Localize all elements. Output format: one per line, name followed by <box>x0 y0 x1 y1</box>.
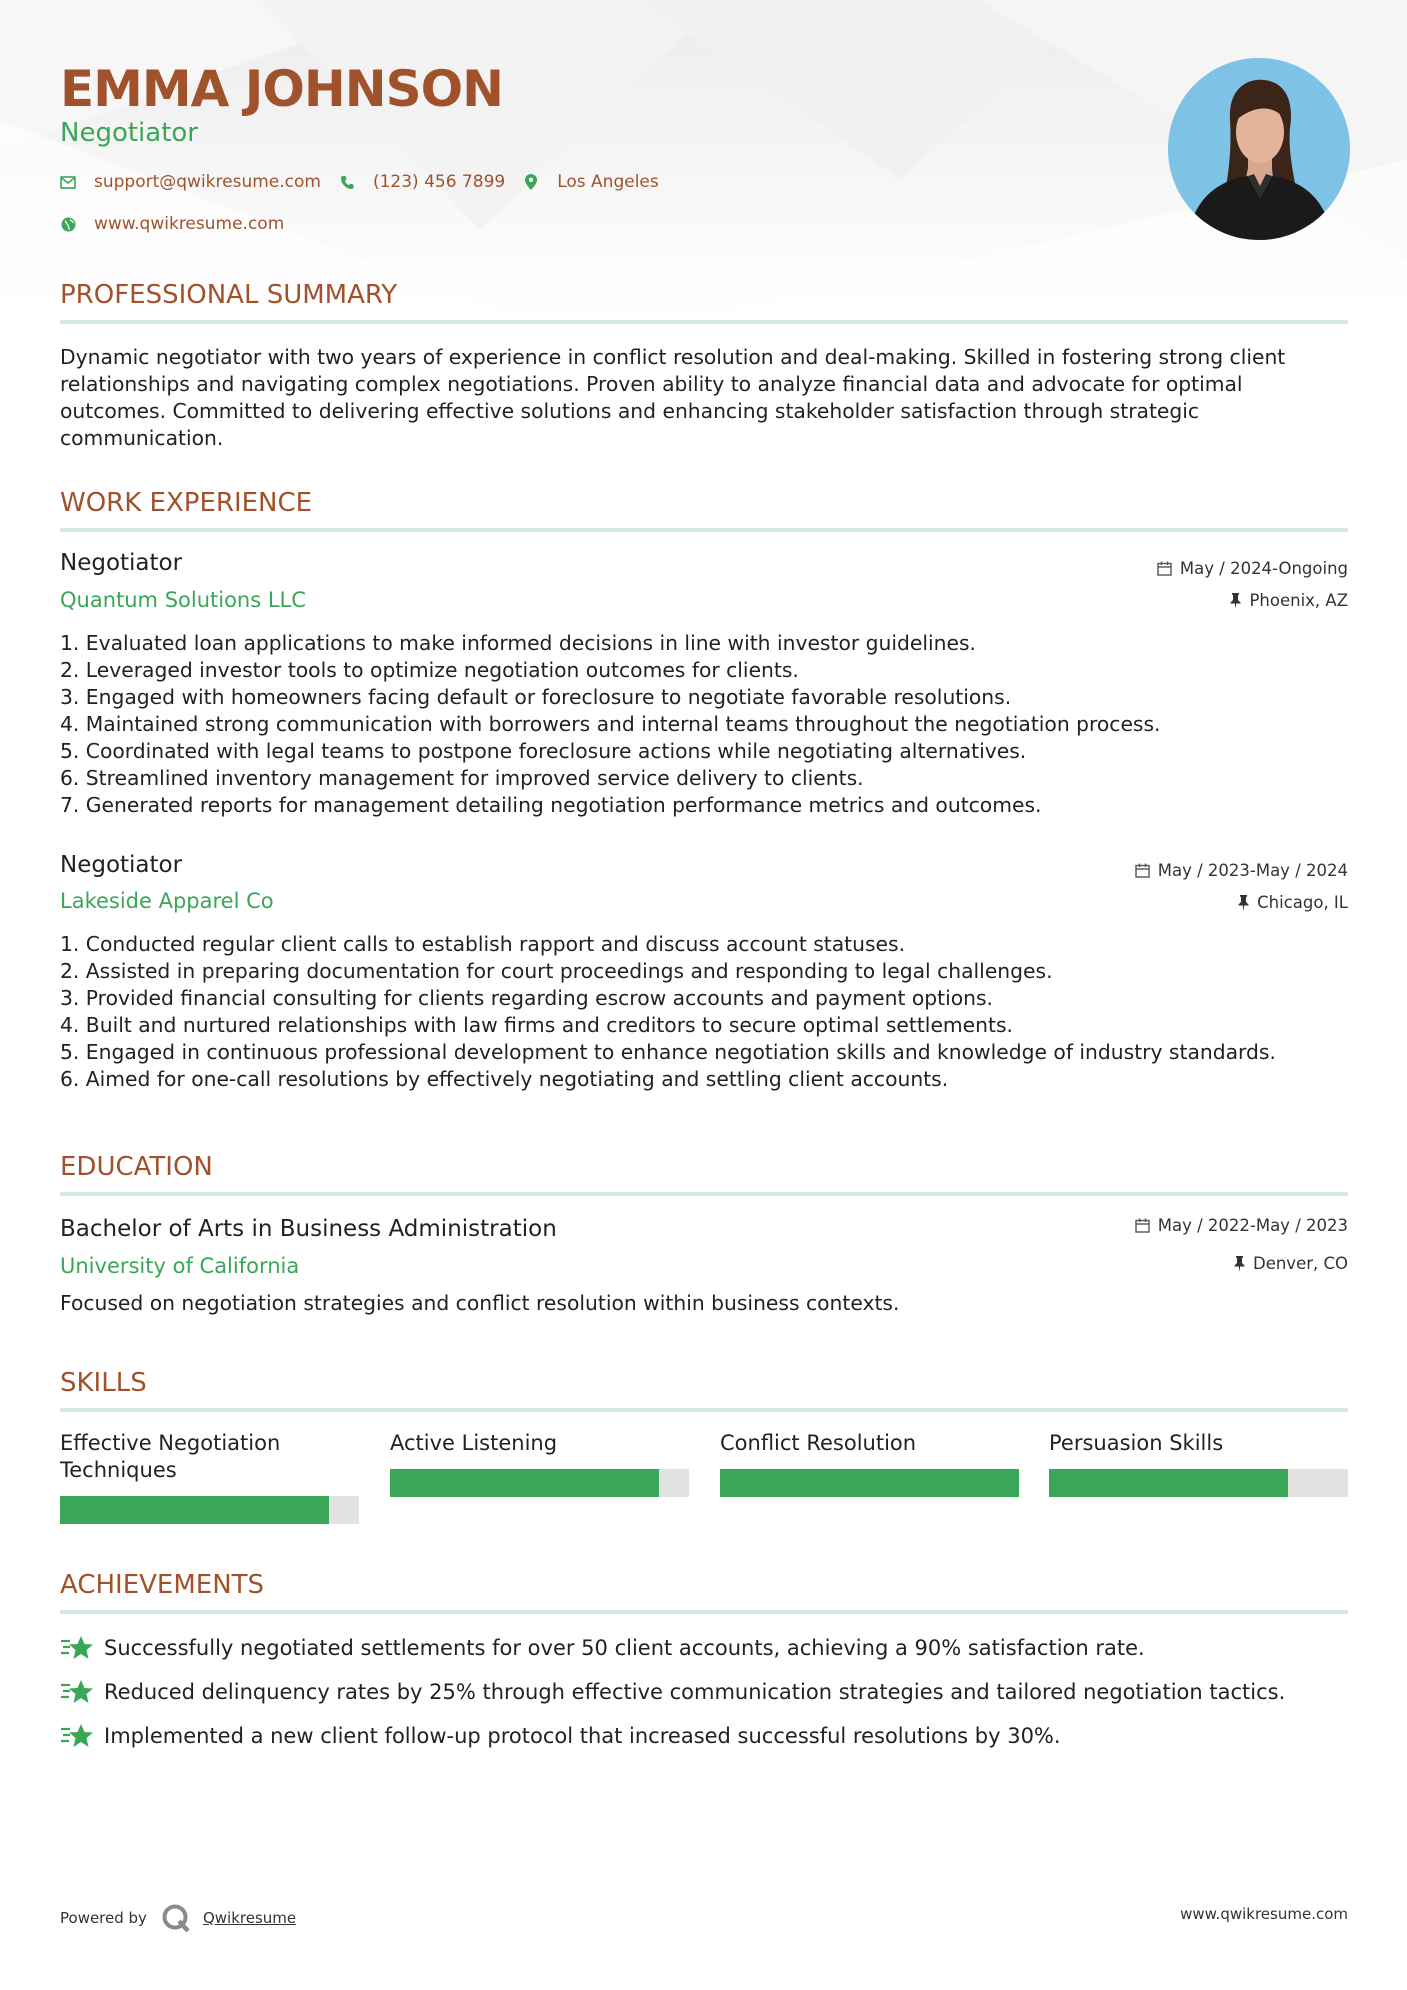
education-description: Focused on negotiation strategies and conflict resolution within business contexts. <box>60 1291 900 1315</box>
globe-icon <box>60 216 76 232</box>
section-title-summary: PROFESSIONAL SUMMARY <box>60 280 1348 324</box>
list-item: 4. Built and nurtured relationships with law firms and creditors to secure optimal settlements. <box>60 1013 1013 1037</box>
skill-bar-fill <box>60 1496 329 1524</box>
list-item: 5. Coordinated with legal teams to postpone foreclosure actions while negotiating alternatives. <box>60 739 1027 763</box>
section-title-skills: SKILLS <box>60 1368 1348 1412</box>
calendar-icon <box>1157 561 1172 576</box>
education-location-row <box>1234 1254 1348 1273</box>
star-icon <box>60 1634 94 1662</box>
powered-by-label: Powered by <box>60 1909 147 1927</box>
job-2-duties <box>60 931 1348 1093</box>
footer-website[interactable]: www.qwikresume.com <box>1180 1905 1348 1923</box>
job-1-duties <box>60 630 1348 819</box>
list-item: 2. Leveraged investor tools to optimize negotiation outcomes for clients. <box>60 658 799 682</box>
qwikresume-link[interactable]: Qwikresume <box>202 1909 297 1927</box>
job-1-dates: May / 2024-Ongoing <box>1179 559 1348 578</box>
list-item: 3. Engaged with homeowners facing default or foreclosure to negotiate favorable resolutions. <box>60 685 1012 709</box>
achievement-text: Reduced delinquency rates by 25% through effective communication strategies and tailored negotiation tactics. <box>104 1680 1286 1704</box>
skill-bar <box>720 1469 1019 1497</box>
education-school: University of California <box>60 1254 300 1278</box>
contact-phone[interactable]: (123) 456 7899 <box>372 172 506 192</box>
education-degree: Bachelor of Arts in Business Administration <box>60 1216 557 1242</box>
section-title-experience: WORK EXPERIENCE <box>60 488 1348 532</box>
contact-row-secondary <box>60 214 302 234</box>
section-title-education: EDUCATION <box>60 1152 1348 1196</box>
job-2-company: Lakeside Apparel Co <box>60 889 274 913</box>
skill-label: Active Listening <box>390 1431 558 1455</box>
map-pin-icon <box>523 174 539 190</box>
skill-bar <box>1049 1469 1348 1497</box>
job-2-title: Negotiator <box>60 852 183 878</box>
list-item: 6. Streamlined inventory management for improved service delivery to clients. <box>60 766 864 790</box>
skill-bar-fill <box>1049 1469 1288 1497</box>
skill-label: Conflict Resolution <box>720 1431 917 1455</box>
candidate-title: Negotiator <box>60 118 198 148</box>
skill-bar-fill <box>390 1469 659 1497</box>
envelope-icon <box>60 174 76 190</box>
contact-website[interactable]: www.qwikresume.com <box>94 214 285 234</box>
job-2-dates: May / 2023-May / 2024 <box>1157 861 1348 880</box>
list-item: 1. Evaluated loan applications to make informed decisions in line with investor guidelines. <box>60 631 976 655</box>
list-item: 2. Assisted in preparing documentation for court proceedings and responding to legal challenges. <box>60 959 1053 983</box>
job-2-location: Chicago, IL <box>1257 893 1348 912</box>
skill-bar <box>390 1469 689 1497</box>
job-1-title: Negotiator <box>60 550 183 576</box>
list-item: 7. Generated reports for management detailing negotiation performance metrics and outcomes. <box>60 793 1042 817</box>
star-icon <box>60 1722 94 1750</box>
skill-label: Effective Negotiation Techniques <box>60 1431 281 1482</box>
list-item: 5. Engaged in continuous professional development to enhance negotiation skills and knowledge of industry standards. <box>60 1040 1276 1064</box>
star-icon <box>60 1678 94 1706</box>
section-title-achievements: ACHIEVEMENTS <box>60 1570 1348 1614</box>
pushpin-icon <box>1238 895 1249 911</box>
footer-powered-by <box>60 1903 296 1933</box>
skill-bar-fill <box>720 1469 1019 1497</box>
achievement-text: Successfully negotiated settlements for over 50 client accounts, achieving a 90% satisfaction rate. <box>104 1636 1145 1660</box>
education-dates: May / 2022-May / 2023 <box>1157 1216 1348 1235</box>
calendar-icon <box>1135 1218 1150 1233</box>
contact-email[interactable]: support@qwikresume.com <box>94 172 321 192</box>
job-2-location-row <box>1238 893 1348 912</box>
contact-location: Los Angeles <box>557 172 659 192</box>
education-dates-row <box>1135 1216 1348 1235</box>
candidate-name: EMMA JOHNSON <box>60 60 503 118</box>
pushpin-icon <box>1234 1256 1245 1272</box>
phone-icon <box>339 174 355 190</box>
calendar-icon <box>1135 863 1150 878</box>
summary-text: Dynamic negotiator with two years of experience in conflict resolution and deal-making. Skilled in fostering strong client relationships and navigating complex negotiations. Proven ability to analyze financial data and advocate for optimal outcomes. Committed to delivering effective solutions and enhancing stakeholder satisfaction through strategic communication. <box>60 345 1286 450</box>
list-item: 6. Aimed for one-call resolutions by effectively negotiating and settling client accounts. <box>60 1067 949 1091</box>
achievement-text: Implemented a new client follow-up protocol that increased successful resolutions by 30%. <box>104 1724 1061 1748</box>
list-item: 4. Maintained strong communication with borrowers and internal teams throughout the negotiation process. <box>60 712 1161 736</box>
qwikresume-logo-icon <box>161 1903 191 1933</box>
job-1-company: Quantum Solutions LLC <box>60 588 306 612</box>
achievement-item <box>60 1678 1285 1706</box>
job-1-dates-row <box>1157 559 1348 578</box>
job-1-location: Phoenix, AZ <box>1249 591 1348 610</box>
achievement-item <box>60 1722 1061 1750</box>
skill-label: Persuasion Skills <box>1049 1431 1224 1455</box>
education-location: Denver, CO <box>1252 1254 1348 1273</box>
list-item: 3. Provided financial consulting for clients regarding escrow accounts and payment options. <box>60 986 993 1010</box>
skill-bar <box>60 1496 359 1524</box>
contact-row-primary <box>60 172 677 192</box>
job-2-dates-row <box>1135 861 1348 880</box>
achievement-item <box>60 1634 1145 1662</box>
pushpin-icon <box>1230 593 1241 609</box>
list-item: 1. Conducted regular client calls to establish rapport and discuss account statuses. <box>60 932 906 956</box>
profile-photo <box>1168 58 1350 240</box>
job-1-location-row <box>1230 591 1348 610</box>
